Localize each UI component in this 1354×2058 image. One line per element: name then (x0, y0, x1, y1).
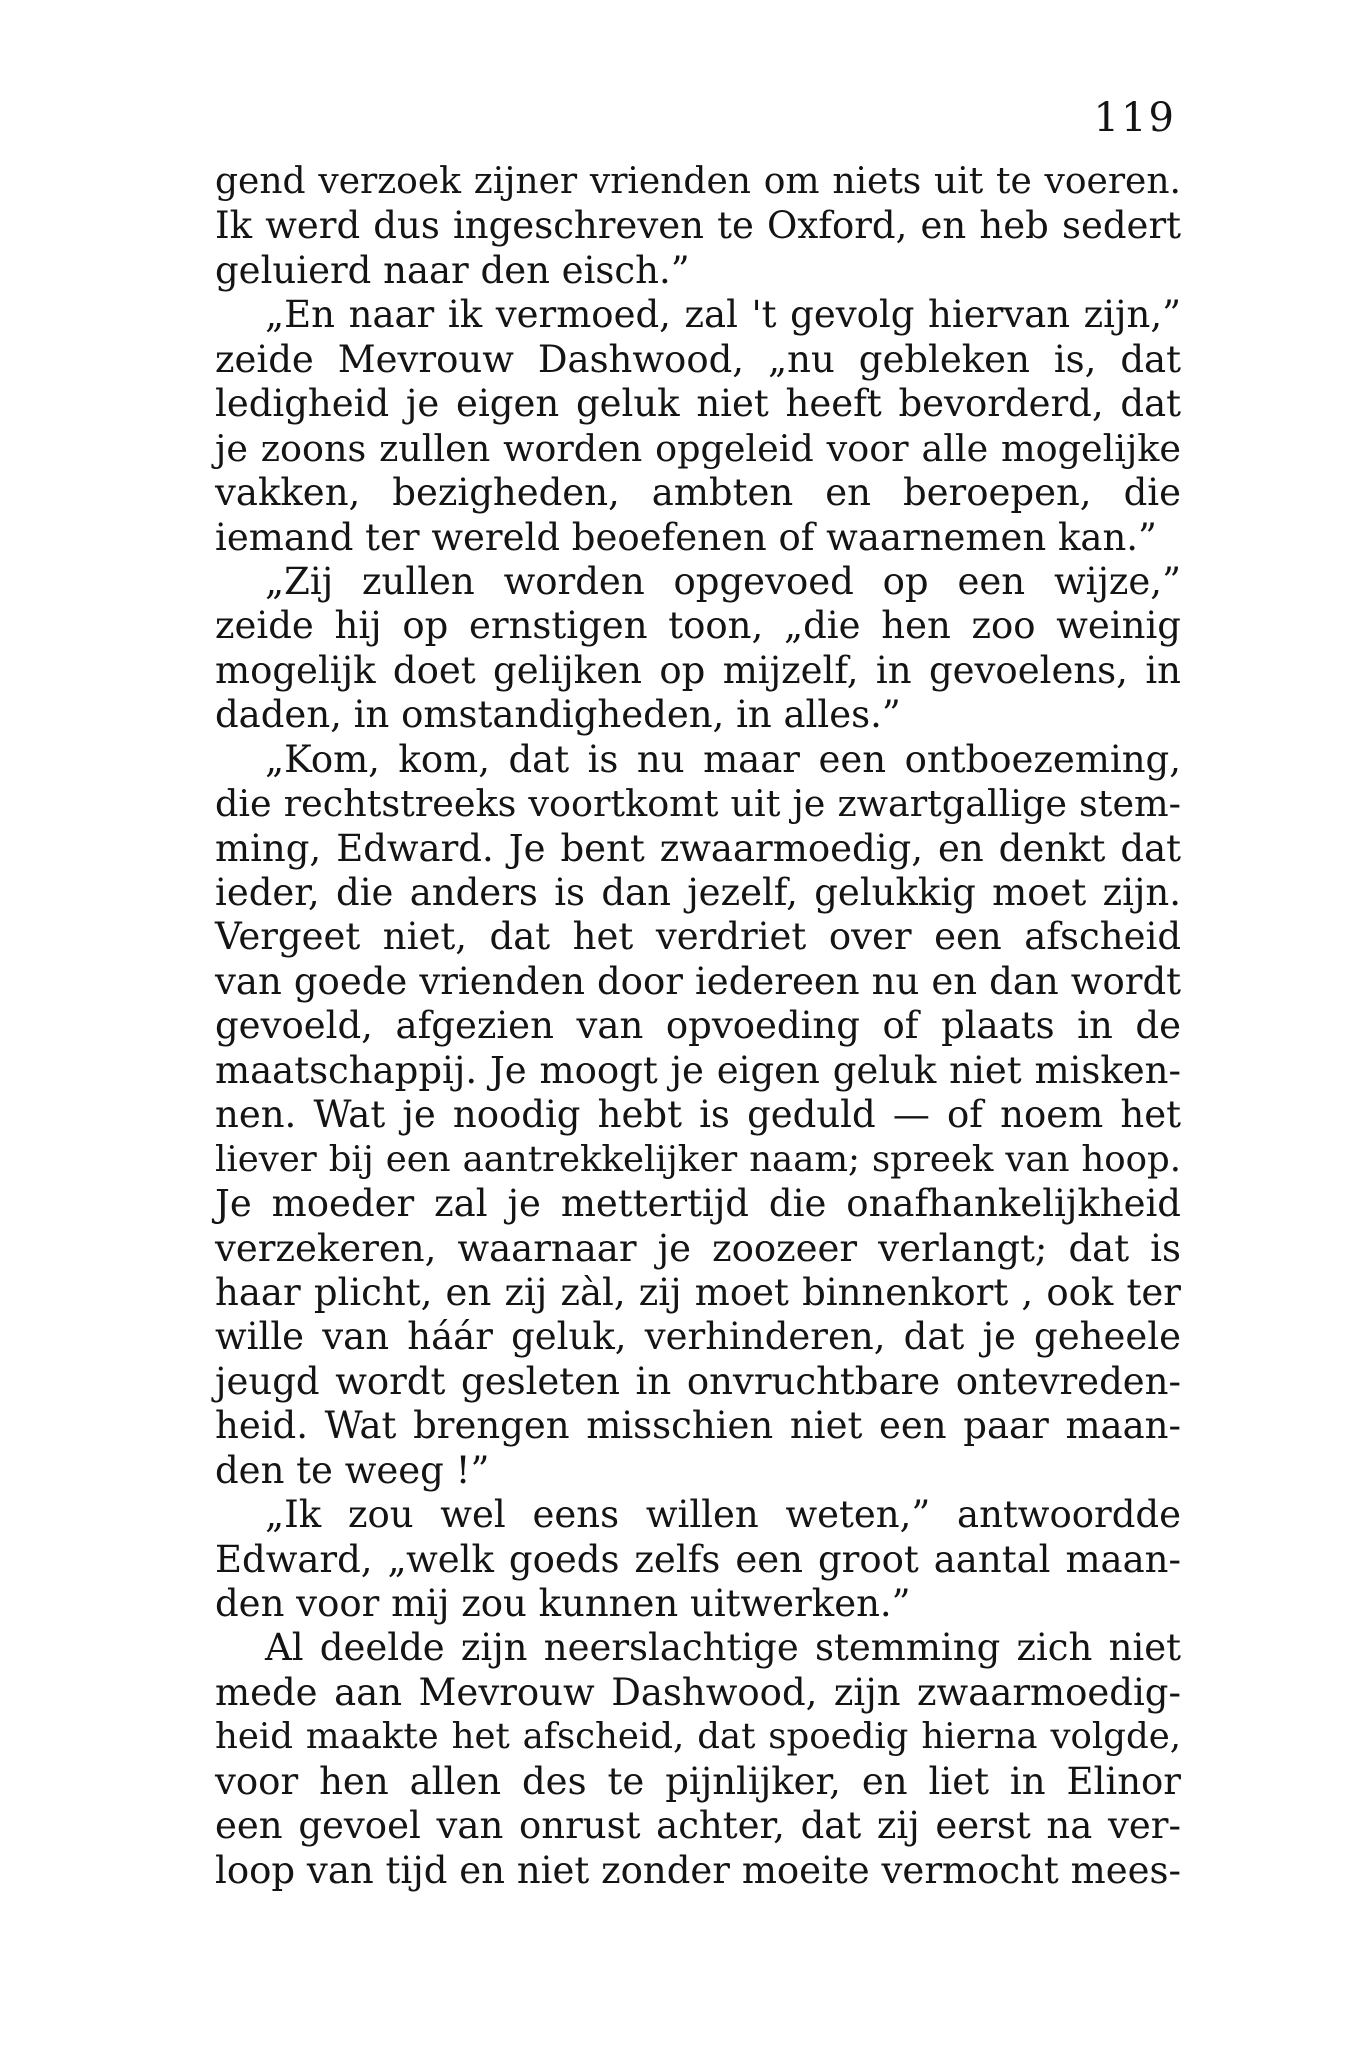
text-line: Al deelde zijn neerslachtige stemming zich niet (265, 1626, 1181, 1670)
text-line: ieder, die anders is dan jezelf, gelukkig moet zijn. (215, 871, 1181, 914)
text-line: maatschappij. Je moogt je eigen geluk niet misken- (215, 1048, 1181, 1092)
text-line: zeide hij op ernstigen toon, „die hen zoo weinig (215, 604, 1181, 648)
text-line: je zoons zullen worden opgeleid voor alle mogelijke (215, 426, 1181, 470)
text-line: heid maakte het afscheid, dat spoedig hierna volgde, (215, 1716, 1181, 1758)
text-line: „Zij zullen worden opgevoed op een wijze,” (265, 559, 1181, 603)
page-number: 119 (1093, 95, 1176, 141)
text-line: iemand ter wereld beoefenen of waarnemen kan.” (215, 515, 1157, 559)
text-line: „Kom, kom, dat is nu maar een ontboezeming, (265, 737, 1181, 781)
text-line: heid. Wat brengen misschien niet een paar maan- (215, 1404, 1181, 1448)
text-line: nen. Wat je noodig hebt is geduld — of noem het (215, 1093, 1181, 1137)
text-line: verzekeren, waarnaar je zoozeer verlangt; dat is (215, 1226, 1181, 1270)
text-line: daden, in omstandigheden, in alles.” (215, 693, 901, 737)
text-line: van goede vrienden door iedereen nu en dan wordt (215, 959, 1181, 1003)
body-text (215, 160, 1181, 1893)
text-line: haar plicht, en zij zàl, zij moet binnenkort , ook ter (215, 1270, 1181, 1314)
text-line: ledigheid je eigen geluk niet heeft bevorderd, dat (215, 382, 1181, 426)
text-line: Vergeet niet, dat het verdriet over een afscheid (215, 915, 1181, 959)
text-line: die rechtstreeks voortkomt uit je zwartgallige stem- (215, 782, 1181, 826)
text-line: mede aan Mevrouw Dashwood, zijn zwaarmoedig- (215, 1670, 1181, 1714)
text-line: „En naar ik vermoed, zal 't gevolg hiervan zijn,” (265, 293, 1181, 337)
text-line: een gevoel van onrust achter, dat zij eerst na ver- (215, 1804, 1181, 1848)
text-line: mogelijk doet gelijken op mijzelf, in gevoelens, in (215, 648, 1181, 692)
text-line: geluierd naar den eisch.” (215, 248, 690, 292)
text-line: voor hen allen des te pijnlijker, en liet in Elinor (215, 1759, 1181, 1803)
text-line: zeide Mevrouw Dashwood, „nu gebleken is, dat (215, 337, 1181, 381)
text-line: vakken, bezigheden, ambten en beroepen, die (215, 471, 1181, 515)
text-line: Ik werd dus ingeschreven te Oxford, en heb sedert (215, 204, 1181, 248)
text-line: Je moeder zal je mettertijd die onafhankelijkheid (215, 1182, 1181, 1226)
text-line: wille van háár geluk, verhinderen, dat je geheele (215, 1315, 1181, 1359)
text-line: gend verzoek zijner vrienden om niets uit te voeren. (215, 161, 1181, 202)
text-line: „Ik zou wel eens willen weten,” antwoordde (265, 1493, 1181, 1537)
text-line: ming, Edward. Je bent zwaarmoedig, en denkt dat (215, 826, 1181, 870)
text-line: den voor mij zou kunnen uitwerken.” (215, 1582, 911, 1625)
text-line: Edward, „welk goeds zelfs een groot aantal maan- (215, 1537, 1181, 1581)
text-line: liever bij een aantrekkelijker naam; spreek van hoop. (215, 1138, 1181, 1180)
text-line: den te weeg !” (215, 1448, 490, 1492)
text-line: loop van tijd en niet zonder moeite vermocht mees- (215, 1848, 1181, 1892)
text-line: gevoeld, afgezien van opvoeding of plaats in de (215, 1004, 1181, 1048)
text-line: jeugd wordt gesleten in onvruchtbare ontevreden- (215, 1359, 1181, 1403)
